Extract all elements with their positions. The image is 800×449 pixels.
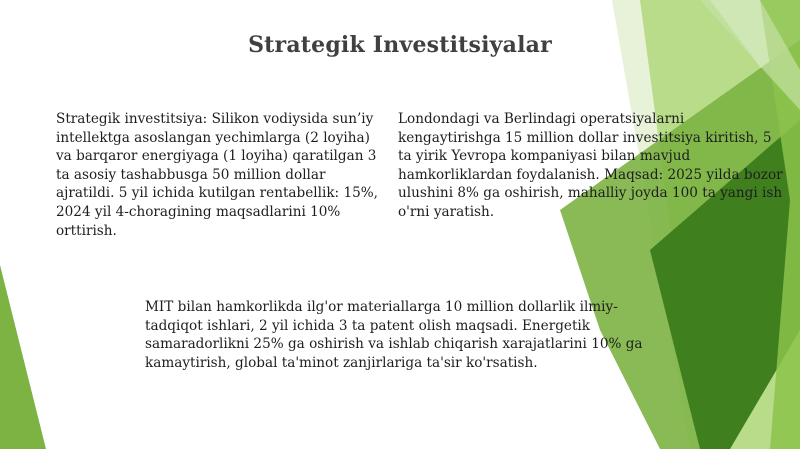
text-block-mit-partnership: MIT bilan hamkorlikda ilg'or materiallarga 10 million dollarlik ilmiy-tadqiqot ishlari, 2 yil ichida 3 ta patent olish maqsadi. Energetik samaradorlikni 25% ga oshirish va ishlab chiqarish xarajatlarini 10% ga kamaytirish, global ta'minot zanjirlariga ta'sir ko'rsatish. [145, 299, 643, 371]
text-block-europe-expansion: Londondagi va Berlindagi operatsiyalarni kengaytirishga 15 million dollar investitsiya kiritish, 5 ta yirik Yevropa kompaniyasi bilan mavjud hamkorliklardan foydalanish. Maqsad: 2025 yilda bozor ulushini 8% ga oshirish, mahalliy joyda 100 ta yangi ish o'rni yaratish. [398, 111, 783, 220]
text-block-silicon-valley: Strategik investitsiya: Silikon vodiysida sun’iy intellektga asoslangan yechimlarga (2 loyiha) va barqaror energiyaga (1 loyiha) qaratilgan 3 ta asosiy tashabbusga 50 million dollar ajratildi. 5 yil ichida kutilgan rentabellik: 15%, 2024 yil 4-choragining maqsadlarini 10% orttirish. [56, 111, 378, 239]
slide-title: Strategik Investitsiyalar [248, 32, 552, 58]
left-green-wedge [0, 265, 46, 449]
